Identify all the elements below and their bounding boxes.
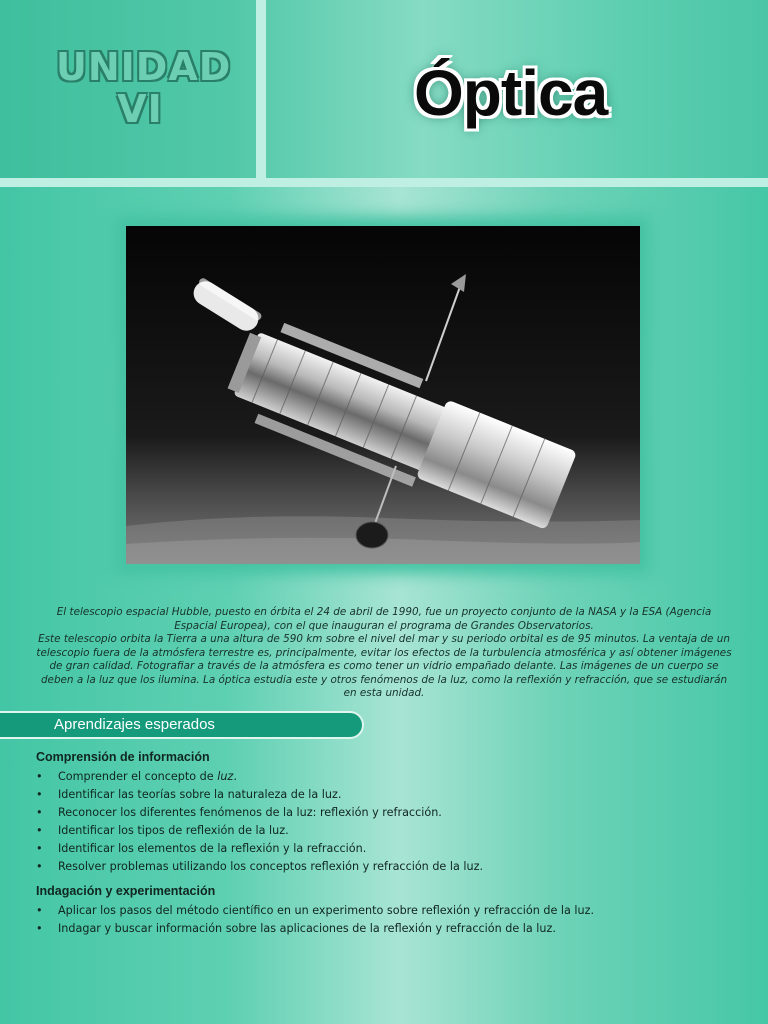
- list-item-text: Comprender el concepto de: [58, 770, 218, 783]
- learning-group-inquiry: [36, 884, 716, 938]
- header-horizontal-divider: [0, 178, 768, 187]
- bullet-icon: •: [36, 922, 43, 935]
- group-heading: Comprensión de información: [36, 750, 210, 764]
- list-item-text: Aplicar los pasos del método científico en un experimento sobre reflexión y refracción de la luz.: [58, 904, 595, 917]
- list-item: [36, 768, 716, 786]
- list-item: [36, 786, 716, 804]
- list-item-emphasis: luz: [217, 770, 234, 783]
- bullet-icon: •: [36, 824, 43, 837]
- unit-label: [56, 45, 232, 131]
- list-item-text: Indagar y buscar información sobre las aplicaciones de la reflexión y refracción de la luz.: [58, 922, 556, 935]
- list-item: [36, 822, 716, 840]
- list-item-text: Reconocer los diferentes fenómenos de la luz: reflexión y refracción.: [58, 806, 442, 819]
- list-item: [36, 804, 716, 822]
- header-vertical-divider: [256, 0, 266, 178]
- unit-number: VI: [117, 87, 163, 131]
- unit-word: UNIDAD: [56, 45, 232, 89]
- hubble-telescope-photo: [126, 226, 640, 564]
- section-title: Aprendizajes esperados: [54, 716, 215, 733]
- photo-caption: [36, 606, 732, 701]
- section-header-bar: [0, 711, 364, 739]
- learning-group-comprehension: [36, 750, 716, 876]
- list-item-text: Identificar las teorías sobre la naturaleza de la luz.: [58, 788, 342, 801]
- list-item-text: Resolver problemas utilizando los conceptos reflexión y refracción de la luz.: [58, 860, 484, 873]
- caption-paragraph-1: El telescopio espacial Hubble, puesto en órbita el 24 de abril de 1990, fue un proyecto conjunto de la NASA y la ESA (Agencia Espacial Europea), con el que inauguran el programa de Grandes Observatorios.: [56, 606, 712, 632]
- list-item: [36, 902, 716, 920]
- list-item-text: Identificar los elementos de la reflexión y la refracción.: [58, 842, 367, 855]
- list-item-text: Identificar los tipos de reflexión de la luz.: [58, 824, 289, 837]
- page-title: Óptica: [414, 57, 608, 129]
- bullet-icon: •: [36, 860, 43, 873]
- objectives-list: [36, 768, 716, 876]
- group-heading: Indagación y experimentación: [36, 884, 216, 898]
- list-item: [36, 858, 716, 876]
- objectives-list: [36, 902, 716, 938]
- bullet-icon: •: [36, 770, 43, 783]
- caption-paragraph-2: Este telescopio orbita la Tierra a una altura de 590 km sobre el nivel del mar y su periodo orbital es de 95 minutos. La ventaja de un telescopio fuera de la atmósfera terrestre es, principalmente, evitar los efectos de la turbulencia atmosférica y así obtener imágenes de gran calidad. Fotografiar a través de la atmósfera es como tener un vidrio empañado delante. Las imágenes de un cuerpo se deben a la luz que los ilumina. La óptica estudia este y otros fenómenos de la luz, como la reflexión y refracción, que se estudiarán en esta unidad.: [36, 633, 732, 699]
- list-item-text-end: .: [233, 770, 237, 783]
- bullet-icon: •: [36, 788, 43, 801]
- list-item: [36, 840, 716, 858]
- bullet-icon: •: [36, 904, 43, 917]
- bullet-icon: •: [36, 842, 43, 855]
- list-item: [36, 920, 716, 938]
- bullet-icon: •: [36, 806, 43, 819]
